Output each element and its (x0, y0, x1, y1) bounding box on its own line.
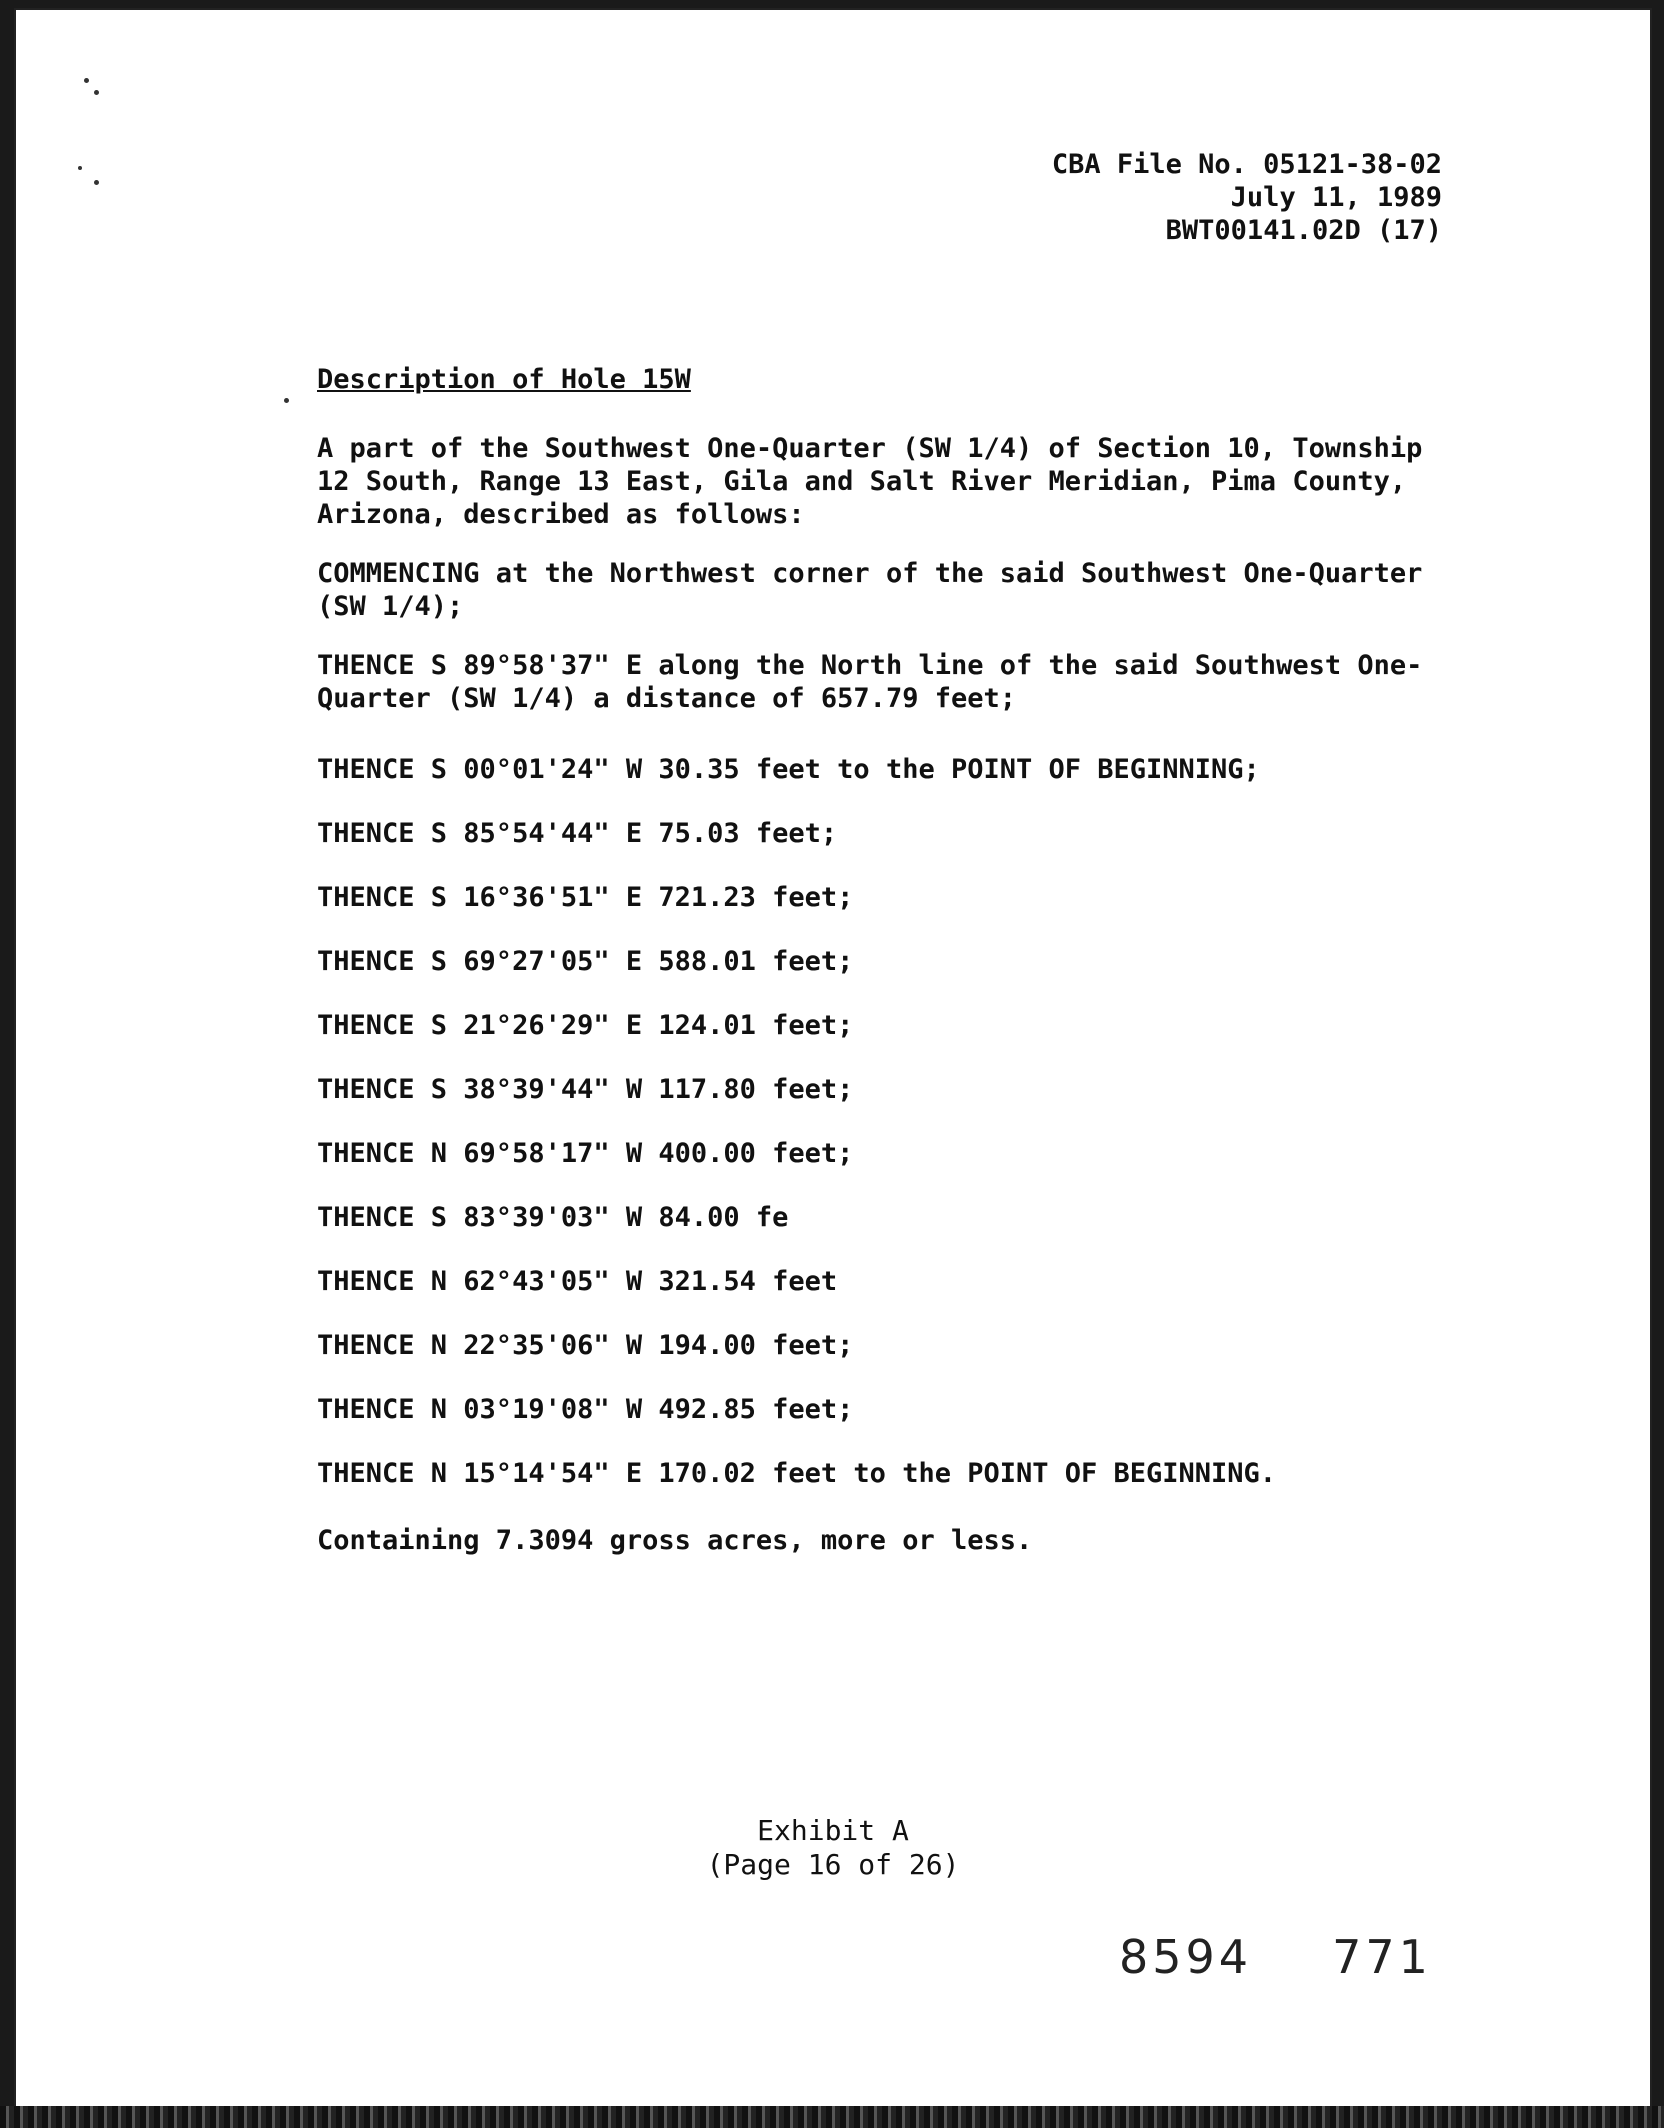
scan-speck (94, 180, 99, 185)
boundary-call: THENCE N 03°19'08" W 492.85 feet; (317, 1394, 854, 1425)
boundary-call: THENCE N 62°43'05" W 321.54 feet (317, 1266, 838, 1297)
scan-edge (0, 2106, 1664, 2128)
commencing-paragraph: COMMENCING at the Northwest corner of the said Southwest One-Quarter (SW 1/4); (317, 558, 1423, 622)
boundary-call: THENCE S 21°26'29" E 124.01 feet; (317, 1010, 854, 1041)
intro-paragraph: A part of the Southwest One-Quarter (SW 1/4) of Section 10, Township 12 South, Range 13 East, Gila and Salt River Meridian, Pima County, Arizona, described as follows: (317, 433, 1423, 530)
boundary-call: THENCE S 16°36'51" E 721.23 feet; (317, 882, 854, 913)
boundary-calls (317, 753, 1276, 1521)
boundary-call: THENCE S 69°27'05" E 588.01 feet; (317, 946, 854, 977)
document-date: July 11, 1989 (1230, 182, 1442, 213)
first-thence-paragraph: THENCE S 89°58'37" E along the North line of the said Southwest One- Quarter (SW 1/4) a distance of 657.79 feet; (317, 650, 1423, 714)
scan-speck (94, 90, 99, 95)
docket-number: 8594 (1119, 1930, 1253, 1984)
exhibit-page-number: (Page 16 of 26) (706, 1848, 960, 1881)
document-page (14, 8, 1652, 2112)
exhibit-title: Exhibit A (757, 1814, 909, 1847)
scan-speck (84, 78, 89, 83)
boundary-call: THENCE S 85°54'44" E 75.03 feet; (317, 818, 838, 849)
scan-speck (78, 166, 82, 170)
document-header (1052, 148, 1442, 247)
acreage-statement: Containing 7.3094 gross acres, more or less. (317, 1525, 1033, 1556)
boundary-call: THENCE N 22°35'06" W 194.00 feet; (317, 1330, 854, 1361)
boundary-call: THENCE N 69°58'17" W 400.00 feet; (317, 1138, 854, 1169)
boundary-call: THENCE N 15°14'54" E 170.02 feet to the POINT OF BEGINNING. (317, 1458, 1277, 1489)
boundary-call: THENCE S 00°01'24" W 30.35 feet to the POINT OF BEGINNING; (317, 754, 1260, 785)
boundary-call: THENCE S 38°39'44" W 117.80 feet; (317, 1074, 854, 1105)
scan-speck (284, 398, 289, 403)
recording-page-number: 771 (1332, 1930, 1432, 1984)
document-reference: BWT00141.02D (17) (1165, 215, 1442, 246)
recording-stamp (1119, 1930, 1512, 1984)
page-title: Description of Hole 15W (317, 364, 691, 395)
description-body (317, 432, 1467, 741)
exhibit-label (14, 1814, 1652, 1882)
file-number: CBA File No. 05121-38-02 (1051, 149, 1442, 180)
boundary-call: THENCE S 83°39'03" W 84.00 fe (317, 1202, 789, 1233)
